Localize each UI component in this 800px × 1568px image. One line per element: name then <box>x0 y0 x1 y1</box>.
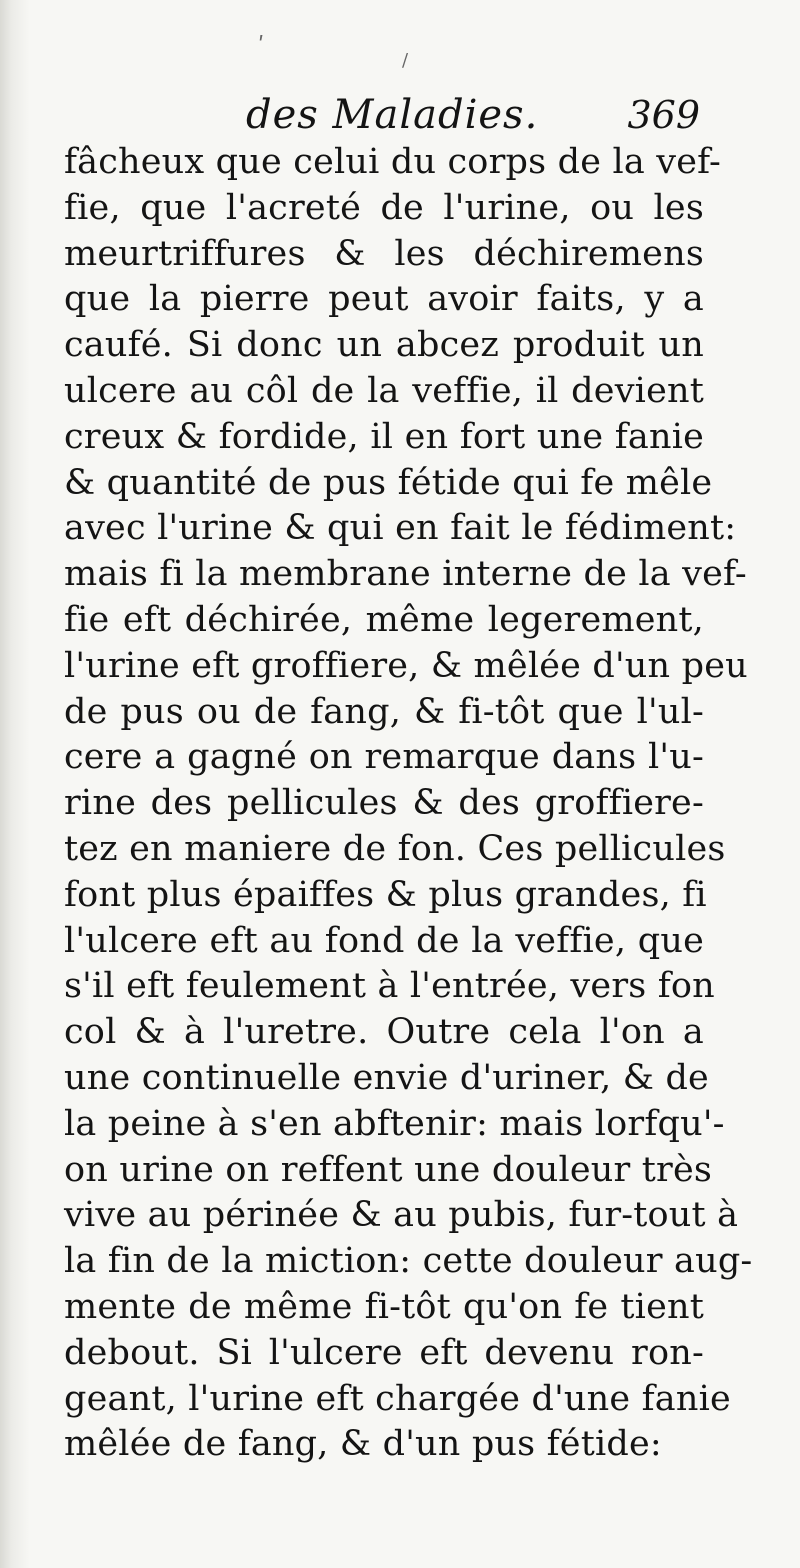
text-line: tez en maniere de fon. Ces pellicules <box>64 828 726 869</box>
text-line: une continuelle envie d'uriner, & de <box>64 1057 709 1098</box>
text-line: l'ulcere eft au fond de la veffie, que <box>64 920 704 961</box>
text-line: font plus épaiffes & plus grandes, fi <box>64 874 707 915</box>
text-line: fâcheux que celui du corps de la vef- <box>64 142 722 182</box>
text-line: on urine on reffent une douleur très <box>64 1149 713 1190</box>
text-line: la peine à s'en abftenir: mais lorfqu'- <box>64 1103 725 1144</box>
text-line: fie, que l'acreté de l'urine, ou les <box>64 187 704 228</box>
text-line: mêlée de fang, & d'un pus fétide: <box>64 1424 662 1465</box>
running-title: des Maladies. <box>246 92 539 138</box>
text-line: ulcere au côl de la veffie, il devient <box>64 370 704 411</box>
text-line: cere a gagné on remarque dans l'u- <box>64 737 704 778</box>
text-line: avec l'urine & qui en fait le fédiment: <box>64 508 737 549</box>
gutter-shadow <box>0 0 30 1568</box>
text-line: & quantité de pus fétide qui fe mêle <box>64 462 713 503</box>
ink-speck: / <box>402 50 409 71</box>
text-line: l'urine eft groffiere, & mêlée d'un peu <box>64 645 748 686</box>
text-line: caufé. Si donc un abcez produit un <box>64 325 704 366</box>
text-line: creux & fordide, il en fort une fanie <box>64 416 704 457</box>
text-line: mais fi la membrane interne de la vef- <box>64 554 747 595</box>
text-line: que la pierre peut avoir faits, y a <box>64 279 704 320</box>
text-line: debout. Si l'ulcere eft devenu ron- <box>64 1332 704 1373</box>
text-line: meurtriffures & les déchiremens <box>64 233 704 274</box>
ink-speck: ʹ <box>258 34 265 59</box>
text-line: geant, l'urine eft chargée d'une fanie <box>64 1378 731 1419</box>
page-number: 369 <box>627 93 700 137</box>
text-line: s'il eft feulement à l'entrée, vers fon <box>64 966 715 1007</box>
text-line: col & à l'uretre. Outre cela l'on a <box>64 1012 704 1053</box>
text-line: vive au périnée & au pubis, fur-tout à <box>64 1195 739 1236</box>
body-text <box>64 140 753 1468</box>
text-line: de pus ou de fang, & fi-tôt que l'ul- <box>64 691 704 732</box>
text-line: rine des pellicules & des groffiere- <box>64 783 704 824</box>
running-head <box>60 92 700 138</box>
text-line: fie eft déchirée, même legerement, <box>64 599 704 640</box>
text-line: la fin de la miction: cette douleur aug- <box>64 1241 753 1282</box>
text-line: mente de même fi-tôt qu'on fe tient <box>64 1286 704 1327</box>
